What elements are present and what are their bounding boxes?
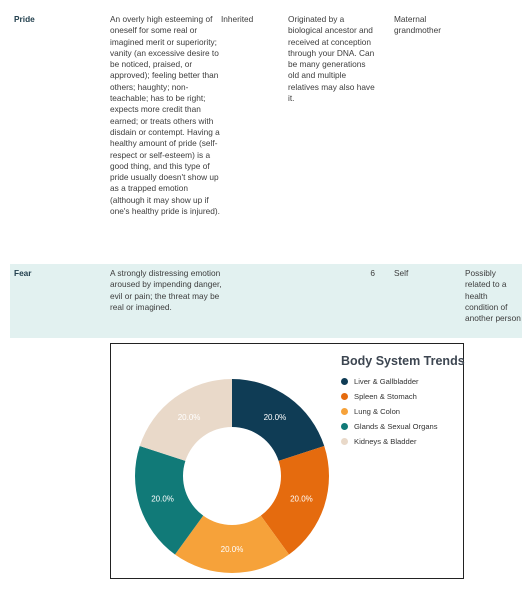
emotion-description: A strongly distressing emotion aroused by impending danger, evil or pain; the threat may be real or imagined. xyxy=(110,268,222,312)
emotion-description: An overly high esteeming of oneself for some real or imagined merit or superiority; vanity (an excessive desire to be noticed, praised, or approved); feeling better than others; haughty; non-teachable; has to be right; expects more credit than earned; or treats others with disdain or contempt. Having a healthy amount of pride (self-respect or self-esteem) is a good thing, and this type of pride usually doesn't show up as a trapped emotion (although it may show up if one's healthy pride is injured). xyxy=(110,14,220,217)
legend-item xyxy=(341,434,461,449)
chart-legend xyxy=(341,354,465,449)
legend-item xyxy=(341,389,461,404)
emotion-name: Fear xyxy=(14,268,32,278)
legend-label: Kidneys & Bladder xyxy=(354,437,417,446)
legend-swatch xyxy=(341,393,348,400)
emotion-type: Inherited xyxy=(221,14,254,24)
legend-swatch xyxy=(341,423,348,430)
body-system-chart xyxy=(110,343,464,579)
legend-label: Spleen & Stomach xyxy=(354,392,417,401)
table-row xyxy=(10,10,522,262)
legend-label: Lung & Colon xyxy=(354,407,401,416)
emotion-age: 6 xyxy=(370,268,375,278)
legend-label: Glands & Sexual Organs xyxy=(354,422,438,431)
emotion-origin: Originated by a biological ancestor and received at conception through your DNA. Can be many generations old and multiple relatives may also have it. xyxy=(288,14,375,104)
legend-label: Liver & Gallbladder xyxy=(354,377,419,386)
slice-data-label: 20.0% xyxy=(290,494,313,504)
slice-data-label: 20.0% xyxy=(220,545,244,554)
emotion-name: Pride xyxy=(14,14,35,24)
slice-data-label: 20.0% xyxy=(177,412,201,422)
table-row xyxy=(10,264,522,338)
legend-item xyxy=(341,404,461,419)
emotion-source-person: Self xyxy=(394,268,409,278)
chart-title: Body System Trends xyxy=(341,354,465,368)
emotion-source-person: Maternal grandmother xyxy=(394,14,442,36)
legend-swatch xyxy=(341,378,348,385)
slice-data-label: 20.0% xyxy=(263,412,287,422)
legend-item xyxy=(341,419,461,434)
legend-swatch xyxy=(341,438,348,445)
emotion-note: Possibly related to a health condition of another person xyxy=(465,268,521,324)
legend-item xyxy=(341,374,461,389)
slice-data-label: 20.0% xyxy=(151,494,174,504)
legend-swatch xyxy=(341,408,348,415)
